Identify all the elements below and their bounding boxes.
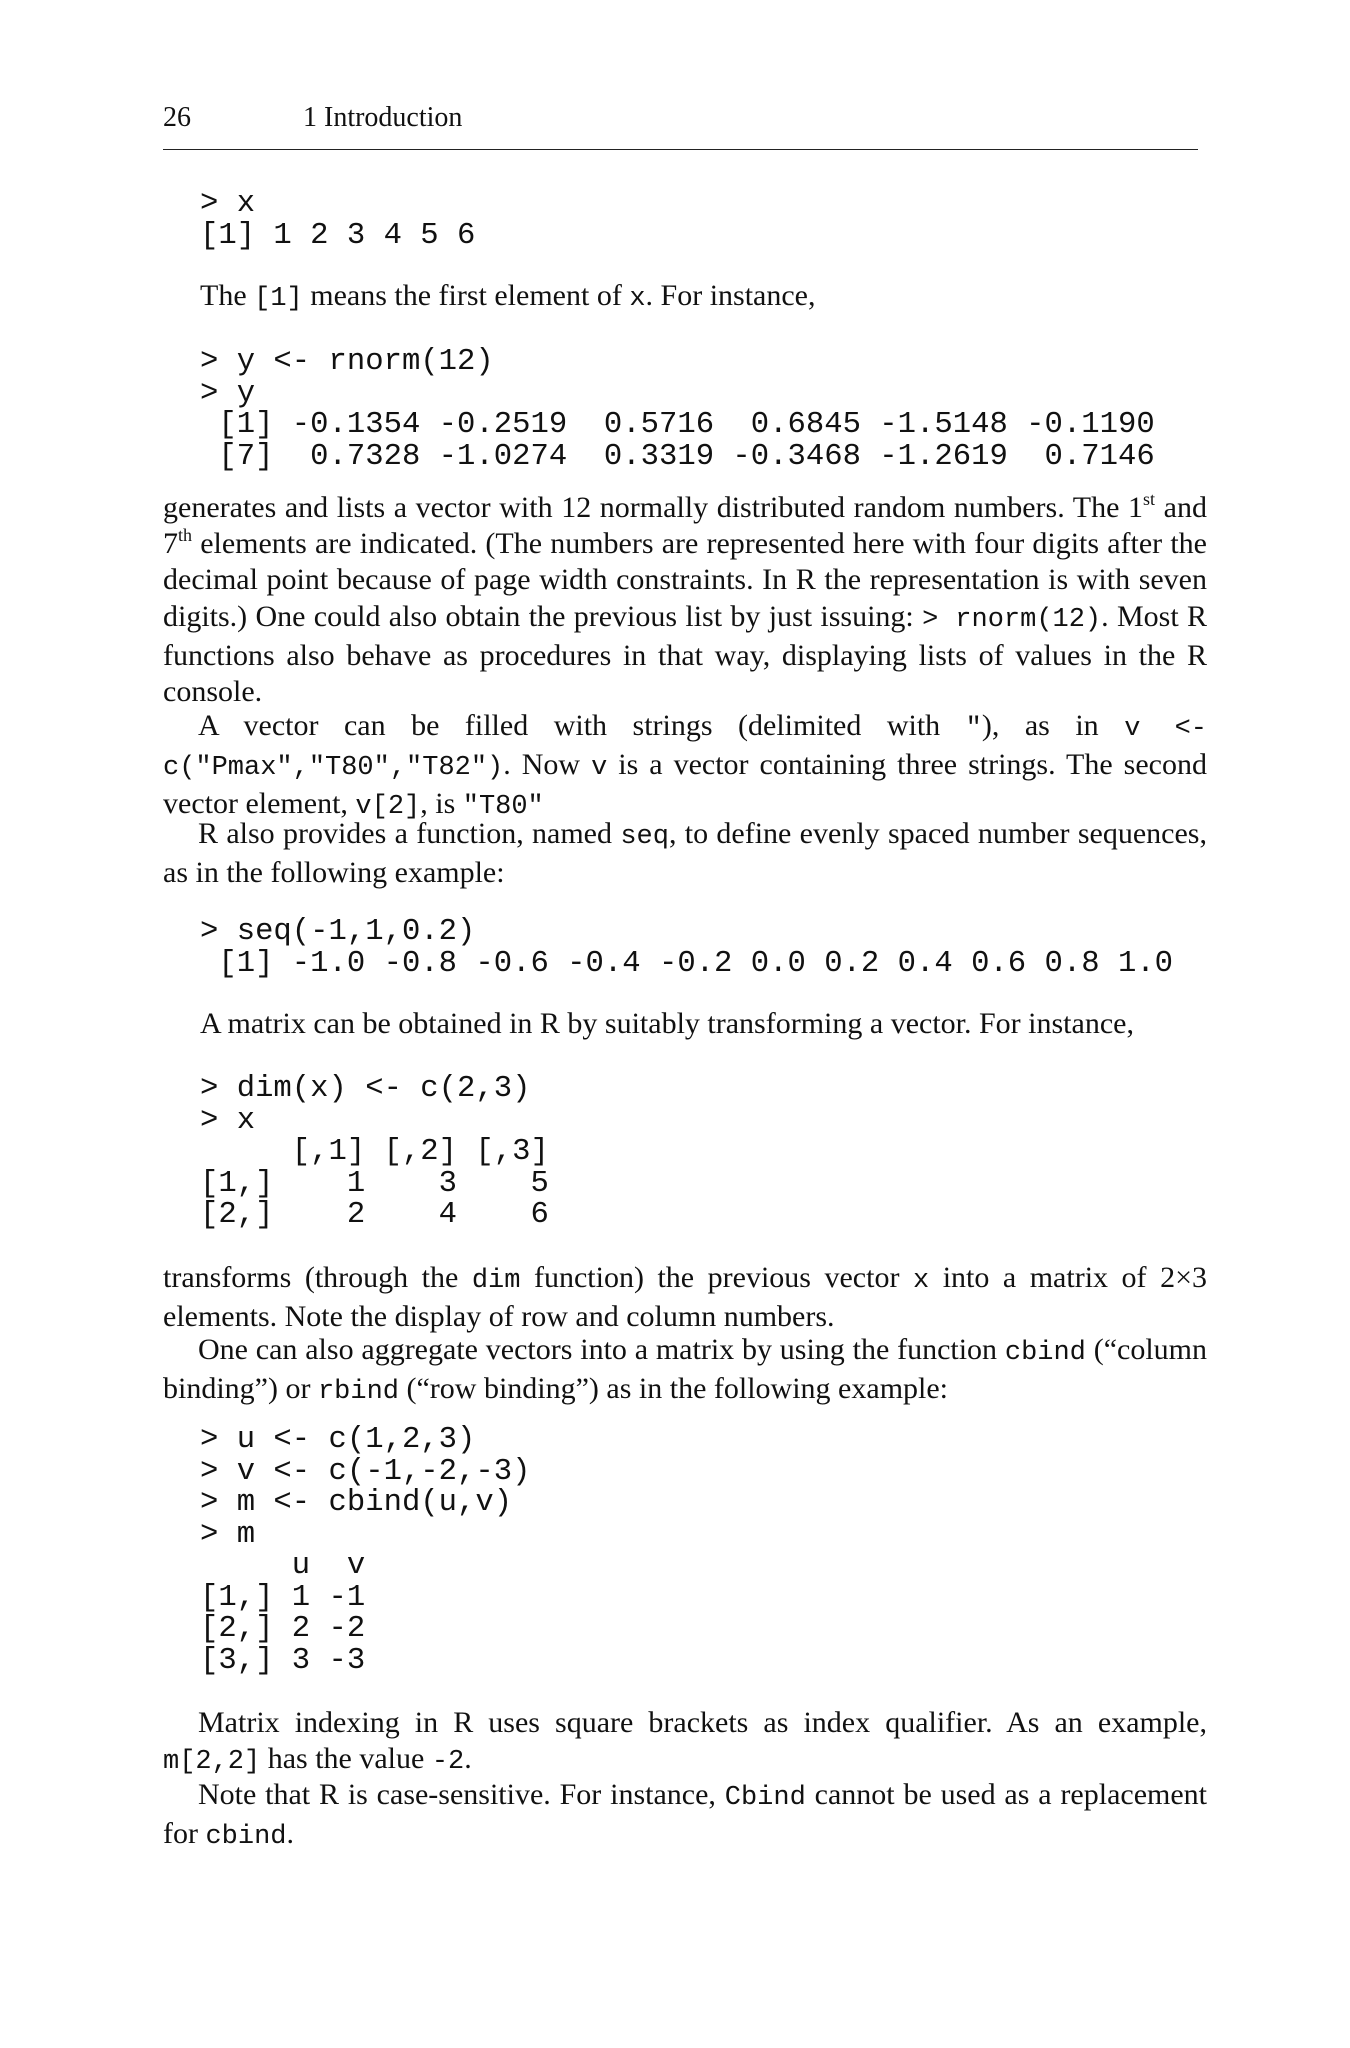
header-rule xyxy=(163,149,1198,150)
paragraph-1: The [1] means the first element of x. For instance, xyxy=(200,279,816,314)
code-block-x-print: > x [1] 1 2 3 4 5 6 xyxy=(200,187,476,253)
code-block-rnorm: > y <- rnorm(12) > y [1] -0.1354 -0.2519 0.5716 0.6845 -1.5148 -0.1190 [7] 0.7328 -1.0274 0.3319 -0.3468 -1.2619 0.7146 xyxy=(200,345,1155,474)
paragraph-6: transforms (through the dim function) the previous vector x into a matrix of 2×3 elements. Note the display of row and column numbers. xyxy=(163,1261,1207,1334)
code-block-dim: > dim(x) <- c(2,3) > x [,1] [,2] [,3] [1,] 1 3 5 [2,] 2 4 6 xyxy=(200,1072,549,1232)
paragraph-2: generates and lists a vector with 12 normally distributed random numbers. The 1st and 7th elements are indicated. (The numbers are represented here with four digits after the decimal point because of page width constraints. In R the representation is with seven digits.) One could also obtain the previous list by just issuing: > rnorm(12). Most R functions also behave as procedures in that way, displaying lists of values in the R console. xyxy=(163,489,1207,709)
paragraph-4: R also provides a function, named seq, to define evenly spaced number sequences, as in the following example: xyxy=(163,817,1207,890)
paragraph-5: A matrix can be obtained in R by suitably transforming a vector. For instance, xyxy=(200,1007,1134,1040)
chapter-title: 1 Introduction xyxy=(303,102,463,133)
code-block-seq: > seq(-1,1,0.2) [1] -1.0 -0.8 -0.6 -0.4 -0.2 0.0 0.2 0.4 0.6 0.8 1.0 xyxy=(200,915,1174,981)
paragraph-7: One can also aggregate vectors into a matrix by using the function cbind (“column binding”) or rbind (“row binding”) as in the following example: xyxy=(163,1333,1207,1408)
paragraph-9: Note that R is case-sensitive. For instance, Cbind cannot be used as a replacement for cbind. xyxy=(163,1778,1207,1853)
page-number: 26 xyxy=(163,102,191,133)
paragraph-3: A vector can be filled with strings (delimited with "), as in v <- c("Pmax","T80","T82"). Now v is a vector containing three strings. The second vector element, v[2], is "T80" xyxy=(163,709,1207,823)
code-block-cbind: > u <- c(1,2,3) > v <- c(-1,-2,-3) > m <- cbind(u,v) > m u v [1,] 1 -1 [2,] 2 -2 [3,] 3 -3 xyxy=(200,1423,531,1678)
paragraph-8: Matrix indexing in R uses square brackets as index qualifier. As an example, m[2,2] has the value -2. xyxy=(163,1706,1207,1778)
